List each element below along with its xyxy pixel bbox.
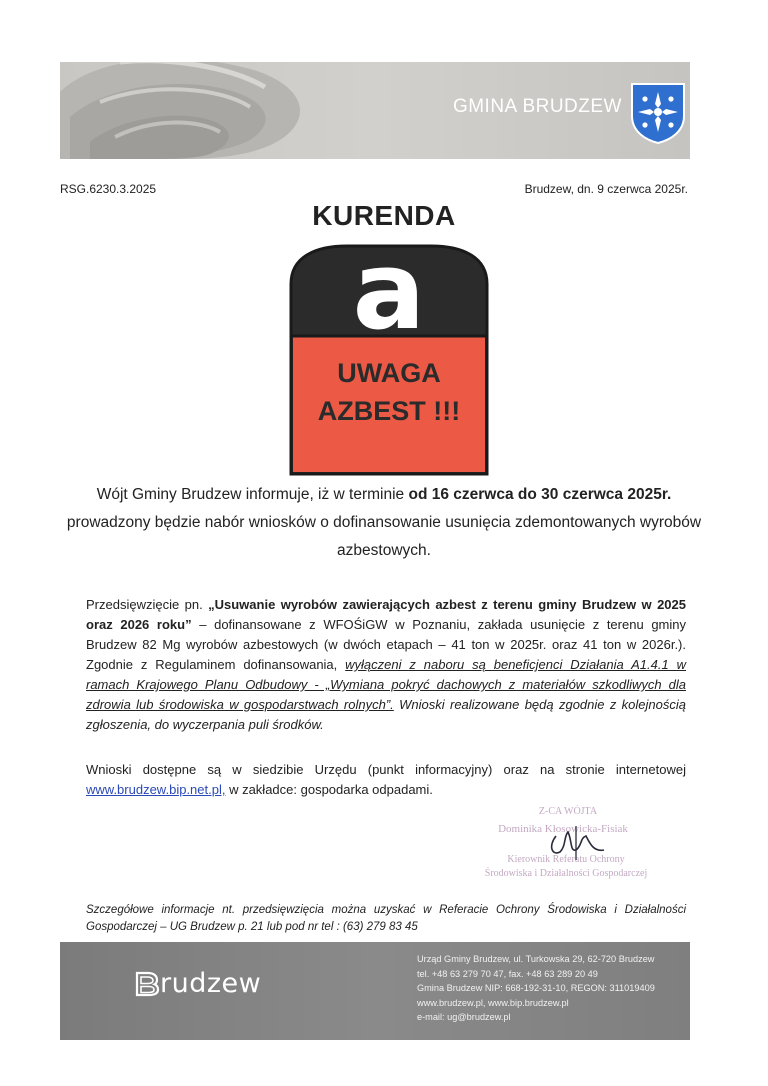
lead-line-2: prowadzony będzie nabór wniosków o dofinansowanie usunięcia zdemontowanych wyrobów <box>66 514 702 531</box>
coat-of-arms-icon <box>630 82 686 144</box>
sign-line-azbest: AZBEST !!! <box>317 396 461 426</box>
contact-email: e-mail: ug@brudzew.pl <box>417 1012 511 1022</box>
lead-text: Wójt Gminy Brudzew informuje, iż w terminie <box>96 486 409 503</box>
para2-text: Wnioski dostępne są w siedzibie Urzędu (punkt informacyjny) oraz na stronie internetowej <box>86 762 686 777</box>
document-title: KURENDA <box>312 200 456 231</box>
project-name: „Usuwanie wyrobów zawierających azbest z terenu gminy Brudzew w 2025 oraz 2026 roku” <box>86 597 686 632</box>
brand-word: rudzew <box>160 968 262 999</box>
exclusion-note: wyłączeni z naboru są beneficjenci Działania A1.4.1 w ramach Krajowego Planu Odbudowy - „Wymiana pokryć dachowych z materiałów szkodliwych dla zdrowia lub środowiska w gospodarstwach rolnych”. <box>86 657 686 712</box>
contact-ids: Gmina Brudzew NIP: 668-192-31-10, REGON: 311019409 <box>417 983 655 993</box>
paragraph-availability <box>86 760 686 800</box>
stamp-line-3: Kierownik Referatu Ochrony <box>507 854 625 865</box>
contact-address: Urząd Gminy Brudzew, ul. Turkowska 29, 62-720 Brudzew <box>417 954 655 964</box>
asbestos-warning-sign <box>287 244 491 478</box>
contact-block <box>417 952 687 1025</box>
lead-dates: od 16 czerwca do 30 czerwca 2025r. <box>408 486 672 503</box>
lead-line-3: azbestowych. <box>337 542 431 559</box>
stamp-line-4: Środowiska i Działalności Gospodarczej <box>484 868 648 879</box>
para1-body: – dofinansowane z WFOŚiGW w Poznaniu, zakłada usunięcie z terenu gminy Brudzew 82 Mg wyrobów azbestowych (w dwóch etapach – 41 ton w 2025r. oraz 41 ton w 2026r.). Zgodnie z Regulaminem dofinansowania, <box>86 617 686 672</box>
signature-icon <box>552 832 604 853</box>
brand-b-icon <box>134 971 160 997</box>
place-date: Brudzew, dn. 9 czerwca 2025r. <box>524 182 688 196</box>
header-band <box>60 62 690 159</box>
contact-phone: tel. +48 63 279 70 47, fax. +48 63 289 20 49 <box>417 968 598 979</box>
reference-number: RSG.6230.3.2025 <box>60 182 157 196</box>
footer-band <box>60 942 690 1040</box>
contact-websites: www.brudzew.pl, www.bip.brudzew.pl <box>417 997 569 1008</box>
paragraph-project <box>86 595 686 735</box>
para1-intro: Przedsięwzięcie pn. <box>86 597 209 612</box>
stamp-line-1: Z-CA WÓJTA <box>538 806 598 817</box>
bip-link[interactable]: www.brudzew.bip.net.pl, <box>86 782 226 797</box>
lead-line-1 <box>40 486 728 504</box>
para1-closing: Wnioski realizowane będą zgodnie z kolejnością zgłoszenia, do wyczerpania puli środków. <box>86 697 687 732</box>
sign-line-uwaga: UWAGA <box>337 358 441 388</box>
official-stamp <box>448 800 678 890</box>
gmina-title: GMINA BRUDZEW <box>452 96 622 117</box>
footnote: Szczegółowe informacje nt. przedsięwzięcia można uzyskać w Referacie Ochrony Środowiska i Działalności Gospodarczej – UG Brudzew p. 21 lub pod nr tel : (63) 279 83 45 <box>86 904 686 933</box>
para2-tail: w zakładce: gospodarka odpadami. <box>225 782 433 797</box>
stamp-line-2: Dominika Kłosowicka-Fisiak <box>498 823 628 835</box>
brand-logo <box>134 968 261 999</box>
swirl-decoration <box>60 62 320 159</box>
sign-letter: a <box>352 244 426 354</box>
